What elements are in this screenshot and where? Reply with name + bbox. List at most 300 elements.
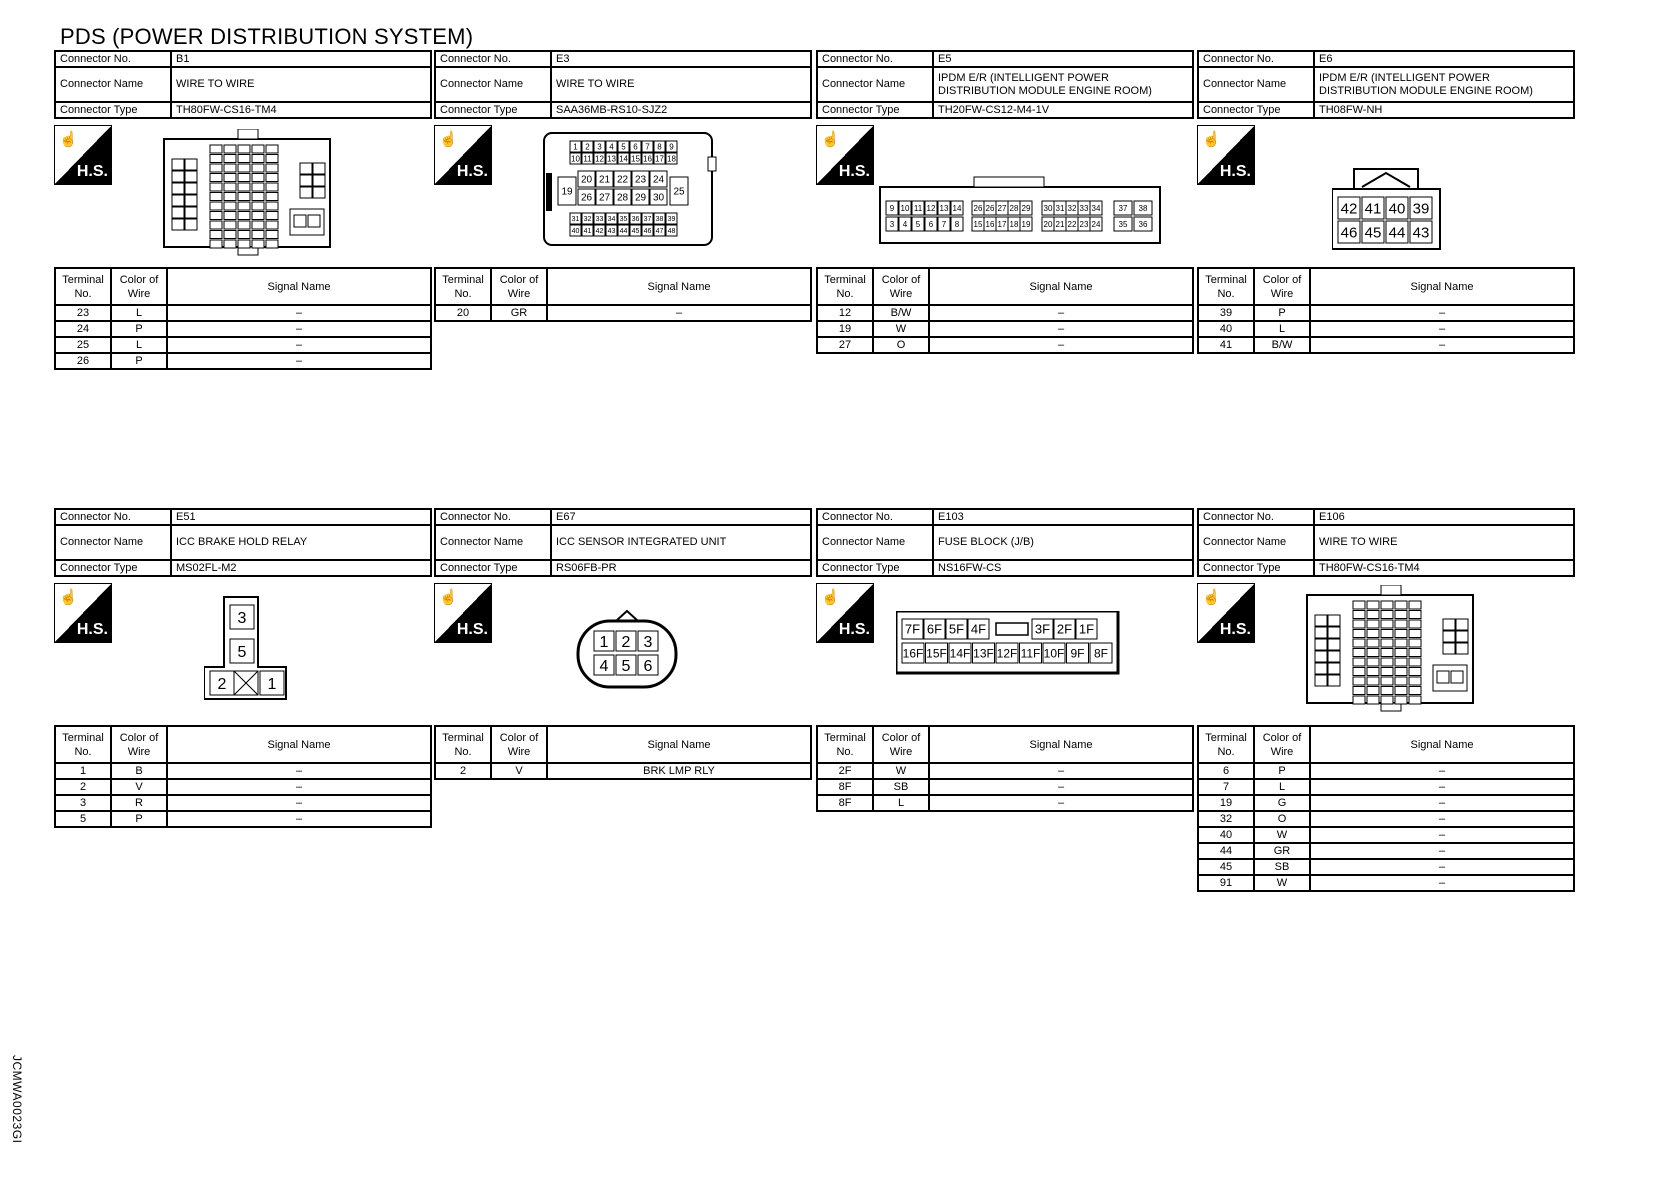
svg-text:40: 40	[571, 228, 580, 236]
connector-pin	[972, 201, 984, 215]
wire-color-cell: P	[111, 353, 167, 369]
connector-pin	[938, 217, 950, 231]
svg-text:38: 38	[655, 216, 664, 224]
terminal-no-cell: 40	[1198, 827, 1254, 843]
terminal-row	[817, 779, 1193, 795]
connector-pin	[210, 231, 222, 239]
connector-type-value: SAA36MB-RS10-SJZ2	[551, 102, 811, 118]
connector-pin	[558, 177, 576, 205]
connector-pin	[1076, 619, 1097, 639]
wire-color-cell: SB	[1254, 859, 1310, 875]
connector-pin	[172, 159, 184, 170]
connector-pin	[594, 153, 605, 164]
hand-icon: ☝	[1202, 131, 1221, 148]
svg-text:37: 37	[643, 216, 652, 224]
svg-text:12F: 12F	[996, 646, 1018, 661]
svg-text:31: 31	[1055, 203, 1065, 213]
signal-name-cell: –	[1310, 779, 1574, 795]
connector-pin	[1032, 619, 1053, 639]
terminal-no-cell: 8F	[817, 795, 873, 811]
signal-name-cell: –	[929, 795, 1193, 811]
svg-text:14: 14	[619, 154, 628, 164]
hand-icon: ☝	[439, 589, 458, 606]
terminal-row	[1198, 859, 1574, 875]
connector-pin	[266, 221, 278, 229]
connector-pin	[266, 202, 278, 210]
connector-pin	[224, 212, 236, 220]
connector-pin	[996, 643, 1018, 663]
svg-text:47: 47	[655, 228, 664, 236]
terminal-no-cell: 5	[55, 811, 111, 827]
hs-label: H.S.	[1219, 163, 1251, 180]
connector-pin	[642, 141, 653, 152]
connector-pin	[1381, 687, 1393, 695]
connector-pin	[1020, 217, 1032, 231]
svg-text:2: 2	[585, 142, 590, 152]
terminal-row	[435, 763, 811, 779]
terminal-no-cell: 8F	[817, 779, 873, 795]
svg-text:1F: 1F	[1078, 621, 1095, 637]
connector-pin	[238, 155, 250, 163]
connector-pin	[300, 187, 312, 198]
connector-pin	[224, 164, 236, 172]
terminal-no-cell: 26	[55, 353, 111, 369]
connector-type-value: RS06FB-PR	[551, 560, 811, 576]
connector-pin	[238, 221, 250, 229]
terminal-row	[1198, 811, 1574, 827]
connector-pin	[252, 155, 264, 163]
svg-text:4: 4	[609, 142, 614, 152]
hand-icon: ☝	[59, 589, 78, 606]
connector-pin	[1395, 668, 1407, 676]
svg-text:13F: 13F	[973, 646, 994, 661]
terminal-row	[1198, 875, 1574, 891]
svg-text:10: 10	[900, 203, 910, 213]
signal-name-header: Signal Name	[547, 268, 811, 305]
connector-pin	[968, 619, 989, 639]
connector-pin	[594, 655, 614, 675]
svg-text:29: 29	[1021, 203, 1031, 213]
connector-pin	[630, 225, 641, 236]
connector-no-value: E67	[551, 509, 811, 525]
svg-text:8: 8	[657, 142, 662, 152]
signal-name-cell: –	[1310, 337, 1574, 353]
connector-pin	[886, 217, 898, 231]
terminal-no-cell: 2	[435, 763, 491, 779]
connector-pin-blank	[234, 671, 258, 695]
connector-pin	[1020, 201, 1032, 215]
connector-face-diagram	[162, 129, 334, 259]
connector-pin	[1409, 649, 1421, 657]
connector-pin	[210, 240, 222, 248]
connector-pin	[582, 213, 593, 224]
connector-type-label: Connector Type	[1198, 102, 1314, 118]
connector-pin	[1020, 643, 1042, 663]
terminal-table	[54, 267, 432, 370]
svg-text:15F: 15F	[926, 646, 947, 661]
wire-color-cell: O	[1254, 811, 1310, 827]
svg-text:32: 32	[583, 216, 592, 224]
connector-pin	[1066, 201, 1078, 215]
connector-name-label: Connector Name	[435, 525, 551, 560]
terminal-no-header: Terminal No.	[1198, 268, 1254, 305]
connector-pin	[266, 174, 278, 182]
document-code: JCMWA0023GI	[10, 1055, 24, 1144]
wire-color-cell: L	[873, 795, 929, 811]
connector-pin	[1114, 217, 1132, 231]
wire-color-cell: P	[111, 811, 167, 827]
connector-pin	[642, 225, 653, 236]
connector-pin	[252, 145, 264, 153]
connector-diagram-area	[434, 119, 812, 267]
svg-text:26: 26	[580, 192, 593, 204]
connector-pin	[210, 183, 222, 191]
hs-label: H.S.	[76, 621, 108, 638]
connector-pin	[570, 153, 581, 164]
connector-pin	[224, 193, 236, 201]
svg-text:8F: 8F	[1093, 646, 1109, 661]
connector-block-e67	[434, 508, 812, 780]
connector-pin	[266, 231, 278, 239]
svg-text:26: 26	[973, 203, 983, 213]
svg-text:21: 21	[1055, 219, 1065, 229]
connector-pin	[1381, 620, 1393, 628]
connector-pin	[238, 193, 250, 201]
connector-pin	[224, 231, 236, 239]
connector-pin	[185, 159, 197, 170]
connector-pin	[654, 141, 665, 152]
signal-name-cell: –	[1310, 811, 1574, 827]
svg-text:11F: 11F	[1020, 646, 1041, 661]
connector-face-diagram	[204, 595, 288, 701]
connector-pin	[1362, 221, 1384, 243]
svg-text:30: 30	[652, 192, 665, 204]
connector-pin	[912, 201, 924, 215]
svg-text:43: 43	[1412, 224, 1430, 242]
connector-pin	[1078, 217, 1090, 231]
wire-color-cell: V	[491, 763, 547, 779]
signal-name-cell: –	[1310, 875, 1574, 891]
connector-pin	[294, 215, 306, 227]
svg-text:13: 13	[607, 154, 616, 164]
page-title: PDS (POWER DISTRIBUTION SYSTEM)	[60, 24, 474, 49]
terminal-no-cell: 19	[1198, 795, 1254, 811]
svg-text:12: 12	[595, 154, 604, 164]
connector-pin	[1090, 643, 1112, 663]
connector-pin	[1409, 639, 1421, 647]
connector-pin	[594, 213, 605, 224]
connector-pin	[1395, 658, 1407, 666]
connector-pin	[1315, 663, 1327, 674]
connector-pin	[1443, 619, 1455, 630]
connector-pin	[1409, 601, 1421, 609]
wire-color-cell: L	[111, 305, 167, 321]
hs-label: H.S.	[1219, 621, 1251, 638]
connector-pin	[606, 153, 617, 164]
signal-name-header: Signal Name	[929, 268, 1193, 305]
terminal-no-header: Terminal No.	[435, 268, 491, 305]
connector-pin	[252, 221, 264, 229]
connector-pin	[670, 177, 688, 205]
connector-pin	[172, 207, 184, 218]
connector-pin	[1353, 649, 1365, 657]
svg-text:17: 17	[997, 219, 1007, 229]
wire-color-cell: GR	[1254, 843, 1310, 859]
connector-pin	[1443, 631, 1455, 642]
svg-text:15: 15	[631, 154, 640, 164]
connector-pin	[638, 631, 658, 651]
connector-pin	[1409, 620, 1421, 628]
connector-pin	[666, 153, 677, 164]
connector-pin	[1042, 217, 1054, 231]
connector-pin	[902, 643, 924, 663]
wire-color-cell: O	[873, 337, 929, 353]
connector-pin	[1395, 696, 1407, 704]
wire-color-cell: L	[1254, 779, 1310, 795]
signal-name-cell: –	[1310, 843, 1574, 859]
svg-text:5: 5	[915, 219, 921, 229]
connector-type-label: Connector Type	[817, 102, 933, 118]
connector-face-diagram	[878, 149, 1164, 249]
connector-pin	[185, 219, 197, 230]
signal-name-cell: –	[167, 337, 431, 353]
svg-text:17: 17	[655, 154, 664, 164]
connector-pin	[972, 217, 984, 231]
connector-pin	[224, 183, 236, 191]
svg-text:6: 6	[643, 657, 653, 675]
connector-pin	[1409, 687, 1421, 695]
connector-pin	[650, 189, 667, 205]
hs-label: H.S.	[456, 163, 488, 180]
connector-no-value: E103	[933, 509, 1193, 525]
terminal-no-cell: 20	[435, 305, 491, 321]
connector-face-diagram	[1305, 585, 1477, 715]
svg-text:6: 6	[633, 142, 638, 152]
connector-pin	[899, 201, 911, 215]
connector-no-label: Connector No.	[1198, 51, 1314, 67]
hs-label: H.S.	[838, 163, 870, 180]
svg-text:16: 16	[643, 154, 652, 164]
connector-pin	[1456, 619, 1468, 630]
connector-pin	[300, 163, 312, 174]
wire-color-cell: B/W	[1254, 337, 1310, 353]
svg-text:2: 2	[621, 633, 631, 651]
svg-text:1: 1	[573, 142, 578, 152]
svg-text:28: 28	[1009, 203, 1019, 213]
connector-pin	[210, 202, 222, 210]
terminal-row	[1198, 827, 1574, 843]
svg-text:18: 18	[667, 154, 676, 164]
connector-pin	[1353, 620, 1365, 628]
connector-pin	[1353, 658, 1365, 666]
connector-pin	[238, 240, 250, 248]
svg-text:7: 7	[645, 142, 650, 152]
connector-pin	[1328, 615, 1340, 626]
hand-icon: ☝	[821, 589, 840, 606]
connector-pin	[666, 213, 677, 224]
connector-pin	[238, 183, 250, 191]
connector-block-b1	[54, 50, 432, 370]
connector-pin	[614, 171, 631, 187]
connector-face-diagram	[1332, 139, 1444, 255]
connector-name-value: WIRE TO WIRE	[551, 67, 811, 102]
connector-no-label: Connector No.	[435, 509, 551, 525]
svg-text:40: 40	[1388, 200, 1406, 218]
svg-text:3: 3	[889, 219, 895, 229]
connector-pin	[1367, 668, 1379, 676]
svg-text:12: 12	[926, 203, 936, 213]
signal-name-cell: –	[167, 305, 431, 321]
svg-text:34: 34	[607, 216, 616, 224]
signal-name-header: Signal Name	[167, 726, 431, 763]
connector-pin	[1353, 630, 1365, 638]
connector-pin	[1409, 677, 1421, 685]
svg-text:39: 39	[667, 216, 676, 224]
connector-pin	[252, 202, 264, 210]
svg-text:5: 5	[237, 643, 247, 661]
connector-pin	[1395, 677, 1407, 685]
connector-pin	[654, 213, 665, 224]
color-of-wire-header: Color of Wire	[491, 726, 547, 763]
connector-name-value: WIRE TO WIRE	[1314, 525, 1574, 560]
connector-no-value: E6	[1314, 51, 1574, 67]
wire-color-cell: V	[111, 779, 167, 795]
connector-face-diagram	[576, 607, 680, 689]
signal-name-cell: BRK LMP RLY	[547, 763, 811, 779]
wire-color-cell: W	[873, 321, 929, 337]
hand-icon: ☝	[821, 131, 840, 148]
connector-no-value: E3	[551, 51, 811, 67]
connector-info-table	[816, 508, 1194, 577]
svg-text:8: 8	[954, 219, 960, 229]
svg-text:23: 23	[1079, 219, 1089, 229]
connector-name-label: Connector Name	[1198, 525, 1314, 560]
connector-pin	[973, 643, 995, 663]
svg-text:4: 4	[902, 219, 908, 229]
terminal-table	[434, 267, 812, 322]
signal-name-header: Signal Name	[1310, 726, 1574, 763]
signal-name-cell: –	[167, 353, 431, 369]
svg-text:33: 33	[595, 216, 604, 224]
svg-text:18: 18	[1009, 219, 1019, 229]
connector-pin	[1395, 620, 1407, 628]
connector-pin	[266, 155, 278, 163]
connector-pin	[266, 183, 278, 191]
connector-info-table	[434, 508, 812, 577]
svg-text:22: 22	[616, 174, 629, 186]
svg-text:27: 27	[997, 203, 1007, 213]
connector-pin	[902, 619, 923, 639]
svg-text:31: 31	[571, 216, 580, 224]
connector-block-e6	[1197, 50, 1575, 354]
terminal-row	[1198, 305, 1574, 321]
connector-pin	[1381, 649, 1393, 657]
connector-pin	[210, 164, 222, 172]
connector-no-label: Connector No.	[1198, 509, 1314, 525]
terminal-row	[1198, 795, 1574, 811]
signal-name-cell: –	[929, 305, 1193, 321]
svg-text:37: 37	[1118, 203, 1128, 213]
connector-pin	[666, 225, 677, 236]
terminal-no-cell: 39	[1198, 305, 1254, 321]
svg-text:11: 11	[583, 154, 592, 164]
wire-color-cell: GR	[491, 305, 547, 321]
signal-name-cell: –	[929, 337, 1193, 353]
svg-text:35: 35	[619, 216, 628, 224]
svg-text:19: 19	[561, 186, 573, 198]
signal-name-cell: –	[1310, 305, 1574, 321]
connector-info-table	[54, 508, 432, 577]
connector-pin	[886, 201, 898, 215]
connector-pin	[1367, 658, 1379, 666]
connector-no-label: Connector No.	[817, 51, 933, 67]
connector-pin	[616, 631, 636, 651]
terminal-row	[1198, 337, 1574, 353]
terminal-row	[55, 763, 431, 779]
svg-text:46: 46	[1340, 224, 1358, 242]
connector-pin	[650, 171, 667, 187]
svg-text:1: 1	[599, 633, 609, 651]
terminal-row	[817, 795, 1193, 811]
connector-name-value: ICC BRAKE HOLD RELAY	[171, 525, 431, 560]
connector-no-label: Connector No.	[55, 51, 171, 67]
terminal-row	[1198, 321, 1574, 337]
terminal-no-cell: 44	[1198, 843, 1254, 859]
hs-label: H.S.	[838, 621, 870, 638]
terminal-row	[817, 321, 1193, 337]
terminal-row	[55, 321, 431, 337]
connector-pin	[1054, 201, 1066, 215]
connector-pin	[252, 174, 264, 182]
connector-pin	[925, 201, 937, 215]
connector-pin	[1409, 611, 1421, 619]
wire-color-cell: W	[1254, 827, 1310, 843]
connector-pin	[172, 195, 184, 206]
connector-type-label: Connector Type	[1198, 560, 1314, 576]
hand-icon: ☝	[1202, 589, 1221, 606]
connector-info-table	[1197, 50, 1575, 119]
connector-pin	[578, 189, 595, 205]
connector-pin	[654, 153, 665, 164]
connector-pin	[252, 183, 264, 191]
connector-pin	[1315, 675, 1327, 686]
terminal-no-cell: 6	[1198, 763, 1254, 779]
wire-color-cell: R	[111, 795, 167, 811]
connector-pin	[1410, 197, 1432, 219]
signal-name-cell: –	[929, 763, 1193, 779]
connector-pin	[1043, 643, 1065, 663]
svg-text:3: 3	[237, 609, 247, 627]
connector-pin	[1367, 639, 1379, 647]
connector-name-label: Connector Name	[55, 525, 171, 560]
wire-color-cell: L	[111, 337, 167, 353]
signal-name-header: Signal Name	[547, 726, 811, 763]
terminal-no-header: Terminal No.	[817, 726, 873, 763]
connector-pin	[926, 643, 948, 663]
connector-pin	[606, 141, 617, 152]
connector-pin	[984, 201, 996, 215]
connector-pin	[912, 217, 924, 231]
wire-color-cell: B/W	[873, 305, 929, 321]
connector-pin	[946, 619, 967, 639]
svg-text:32: 32	[1067, 203, 1077, 213]
connector-pin	[1381, 630, 1393, 638]
harness-side-icon	[434, 125, 492, 185]
svg-text:41: 41	[1364, 200, 1382, 218]
connector-type-value: NS16FW-CS	[933, 560, 1193, 576]
connector-pin	[210, 671, 234, 695]
terminal-no-cell: 40	[1198, 321, 1254, 337]
